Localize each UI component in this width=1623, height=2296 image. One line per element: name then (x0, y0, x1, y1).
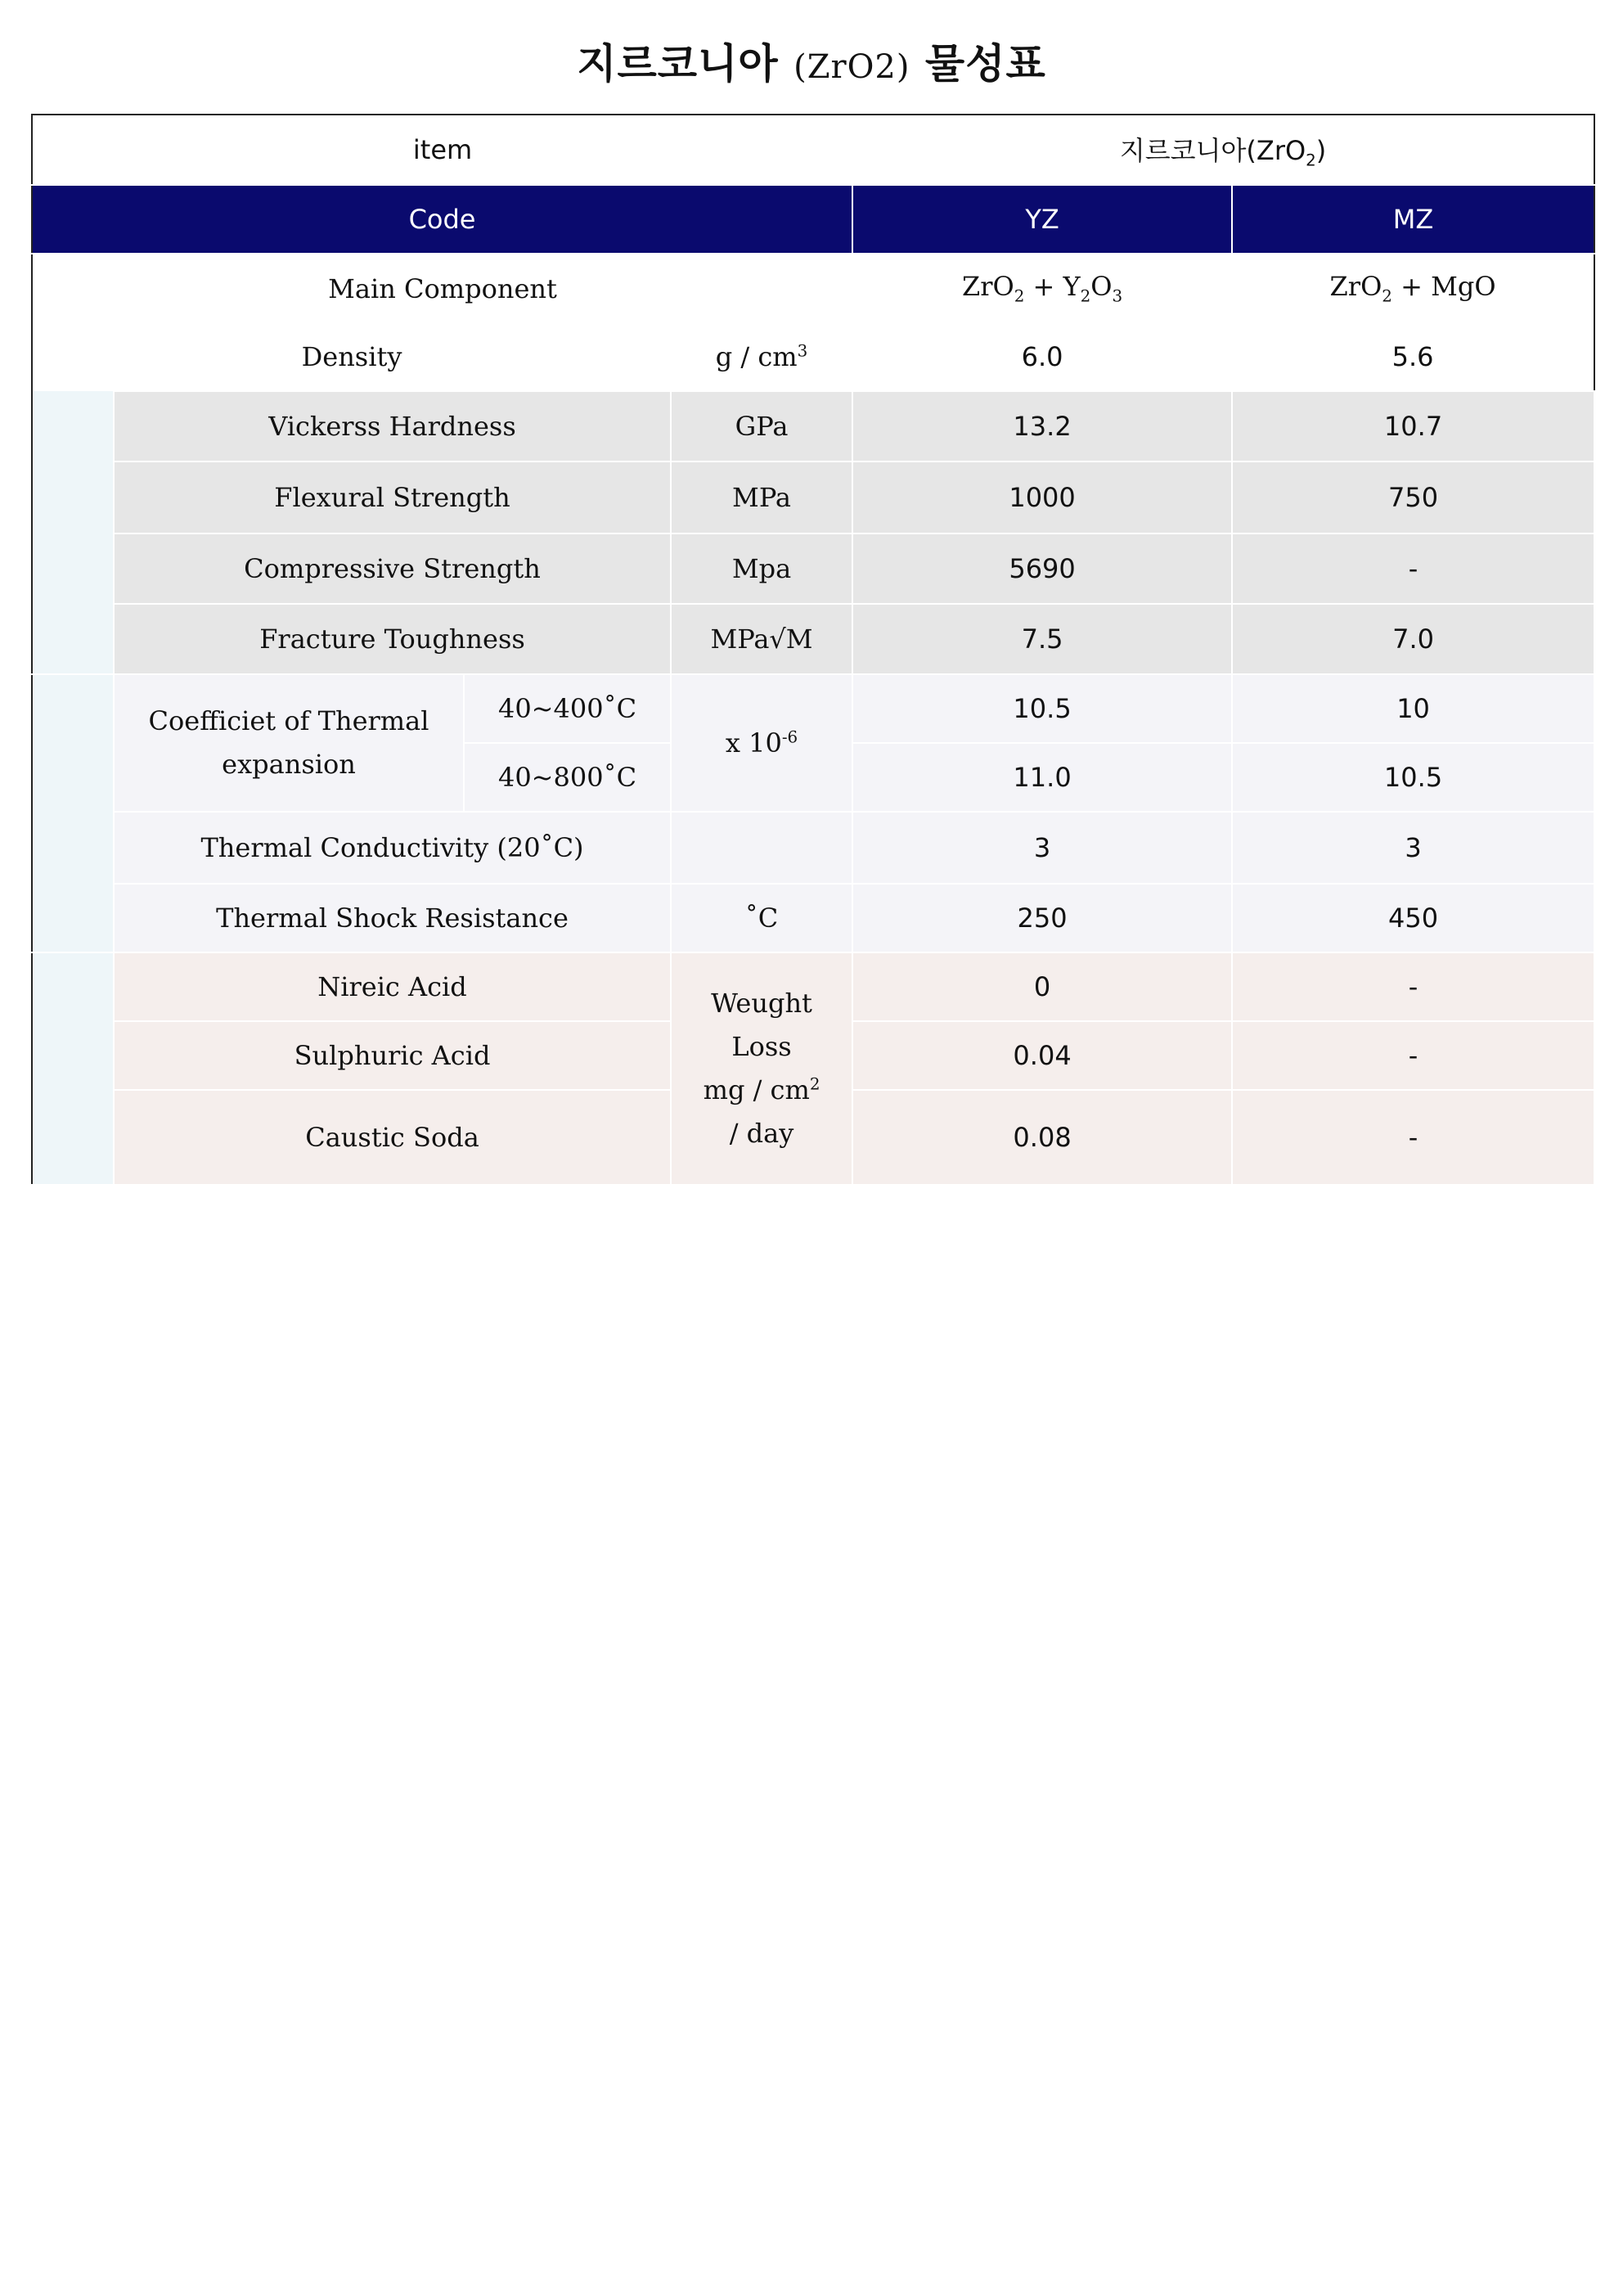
mechanical-row (32, 461, 1594, 533)
material-name: 지르코니아 (1119, 134, 1247, 166)
property-label: Thermal Conductivity (20˚C) (114, 812, 671, 884)
value-mz: 10.5 (1232, 743, 1594, 812)
chemical-unit-line4: / day (729, 1117, 794, 1149)
main-component-mz (1232, 254, 1594, 322)
value-mz: 3 (1232, 812, 1594, 884)
chemical-unit-line2: Loss (731, 1031, 792, 1063)
value-yz: 0 (852, 952, 1232, 1021)
property-label: Vickerss Hardness (114, 391, 671, 461)
property-unit: GPa (671, 391, 852, 461)
thermal-expansion-row (32, 674, 1594, 743)
code-mz: MZ (1232, 185, 1594, 254)
mc-yz-p3: O (1090, 271, 1113, 303)
material-formula-close: ) (1315, 134, 1327, 166)
density-unit-base: g / cm (715, 340, 798, 372)
mechanical-row (32, 391, 1594, 461)
density-mz: 5.6 (1232, 322, 1594, 391)
thermal-group-marker (32, 674, 114, 952)
main-component-yz (852, 254, 1232, 322)
property-label: Caustic Soda (114, 1090, 671, 1185)
mc-mz-p1: ZrO (1329, 271, 1382, 303)
property-label: Compressive Strength (114, 533, 671, 604)
value-mz: - (1232, 952, 1594, 1021)
material-formula-sub: 2 (1306, 151, 1316, 170)
density-label: Density (32, 322, 671, 391)
chemical-unit (671, 952, 852, 1185)
code-row (32, 185, 1594, 254)
value-mz: - (1232, 1021, 1594, 1090)
value-mz: 7.0 (1232, 604, 1594, 674)
value-yz: 1000 (852, 461, 1232, 533)
thermal-conductivity-row (32, 812, 1594, 884)
value-mz: - (1232, 1090, 1594, 1185)
thermal-expansion-label-line1: Coefficiet of Thermal (148, 705, 429, 737)
material-formula: (ZrO (1246, 134, 1306, 166)
value-yz: 13.2 (852, 391, 1232, 461)
mc-yz-s3: 3 (1112, 286, 1123, 306)
value-yz: 3 (852, 812, 1232, 884)
main-component-label: Main Component (32, 254, 852, 322)
thermal-expansion-label-line2: expansion (222, 749, 356, 780)
thermal-shock-row (32, 884, 1594, 952)
chemical-row (32, 952, 1594, 1021)
thermal-expansion-unit (671, 674, 852, 812)
mc-yz-s1: 2 (1014, 286, 1025, 306)
properties-table (31, 114, 1595, 1186)
property-unit: MPa (671, 461, 852, 533)
value-mz: 750 (1232, 461, 1594, 533)
thermal-expansion-unit-base: x 10 (725, 727, 782, 759)
value-yz: 5690 (852, 533, 1232, 604)
temperature-range: 40~800˚C (464, 743, 671, 812)
property-label: Flexural Strength (114, 461, 671, 533)
density-row (32, 322, 1594, 391)
property-unit: ˚C (671, 884, 852, 952)
property-label: Nireic Acid (114, 952, 671, 1021)
thermal-expansion-unit-sup: -6 (781, 727, 798, 747)
property-unit: MPa√M (671, 604, 852, 674)
mc-yz-s2: 2 (1080, 286, 1091, 306)
mechanical-row (32, 533, 1594, 604)
title-formula: (ZrO2) (794, 48, 910, 86)
material-header (852, 115, 1594, 185)
mc-yz-p2: + Y (1024, 271, 1081, 303)
value-yz: 0.04 (852, 1021, 1232, 1090)
density-unit-sup: 3 (797, 340, 808, 360)
temperature-range: 40~400˚C (464, 674, 671, 743)
mc-mz-p2: + MgO (1391, 271, 1496, 303)
property-label: Fracture Toughness (114, 604, 671, 674)
chemical-group-marker (32, 952, 114, 1185)
density-yz: 6.0 (852, 322, 1232, 391)
property-label: Thermal Shock Resistance (114, 884, 671, 952)
mc-yz-p1: ZrO (961, 271, 1014, 303)
property-label: Sulphuric Acid (114, 1021, 671, 1090)
value-yz: 250 (852, 884, 1232, 952)
chemical-unit-line3-sup: 2 (809, 1074, 820, 1094)
code-label: Code (32, 185, 852, 254)
thermal-expansion-label (114, 674, 464, 812)
value-mz: 10 (1232, 674, 1594, 743)
value-yz: 0.08 (852, 1090, 1232, 1185)
header-row (32, 115, 1594, 185)
value-yz: 10.5 (852, 674, 1232, 743)
title-suffix: 물성표 (924, 39, 1046, 88)
page-title (0, 31, 1623, 90)
density-unit (671, 322, 852, 391)
title-main: 지르코니아 (577, 39, 779, 88)
value-mz: - (1232, 533, 1594, 604)
value-mz: 450 (1232, 884, 1594, 952)
value-mz: 10.7 (1232, 391, 1594, 461)
value-yz: 7.5 (852, 604, 1232, 674)
mechanical-row (32, 604, 1594, 674)
value-yz: 11.0 (852, 743, 1232, 812)
mechanical-group-marker (32, 391, 114, 674)
mc-mz-s1: 2 (1382, 286, 1392, 306)
chemical-unit-line3: mg / cm (703, 1074, 810, 1105)
chemical-unit-line1: Weught (711, 988, 812, 1020)
property-unit (671, 812, 852, 884)
property-unit: Mpa (671, 533, 852, 604)
main-component-row (32, 254, 1594, 322)
item-header: item (32, 115, 852, 185)
code-yz: YZ (852, 185, 1232, 254)
